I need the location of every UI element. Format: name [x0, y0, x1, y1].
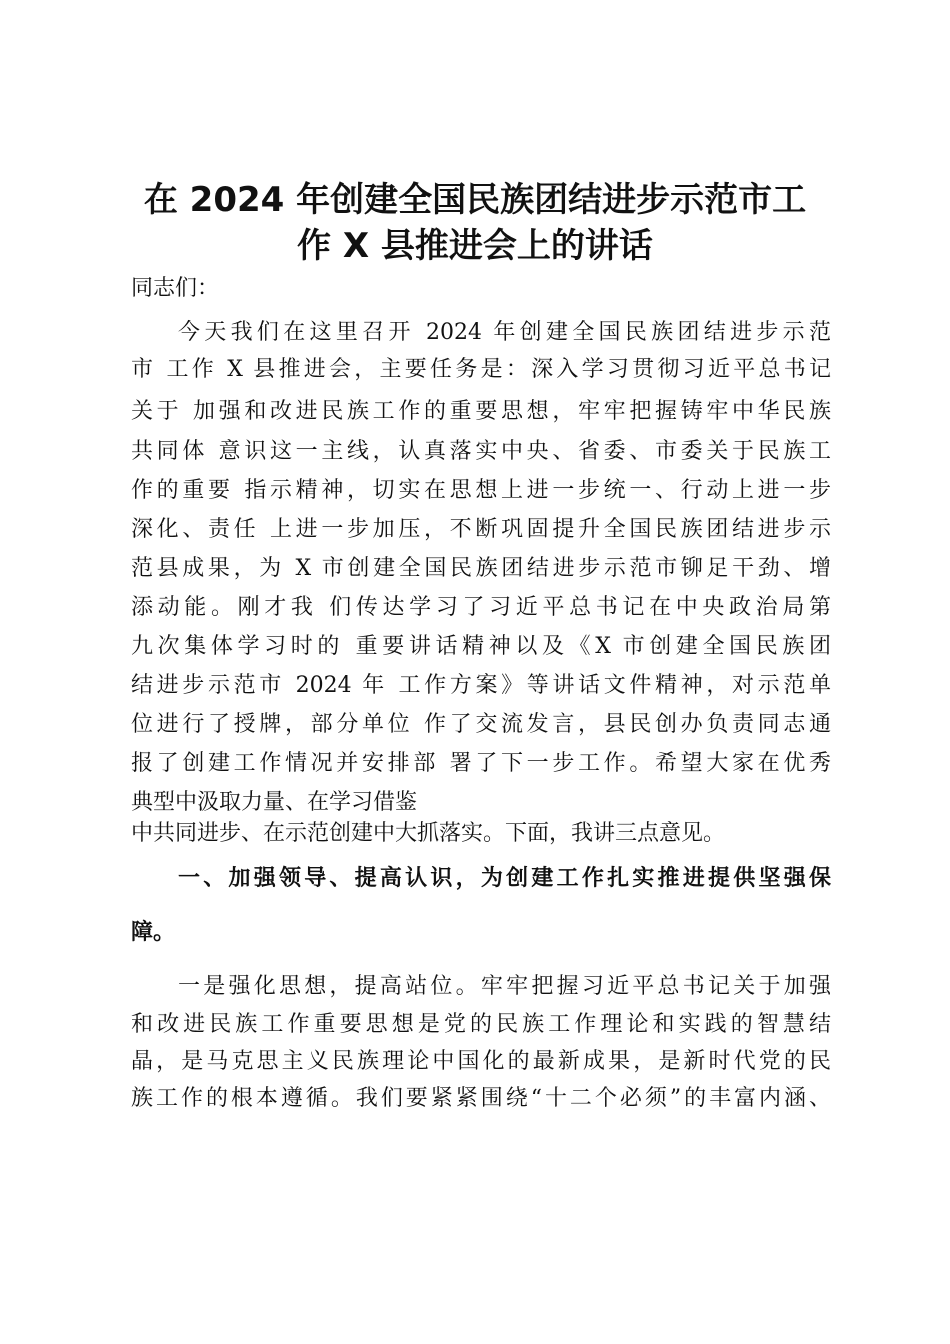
section-heading-line: 一、加强领导、提高认识，为创建工作扎实推进提供坚强保 [178, 866, 831, 891]
paragraph-line: 今天我们在这里召开 2024 年创建全国民族团结进步示范 [178, 320, 831, 345]
paragraph-line: 添动能。刚才我 们传达学习了习近平总书记在中央政治局第 [131, 595, 831, 620]
paragraph-line: 和改进民族工作重要思想是党的民族工作理论和实践的智慧结 [131, 1012, 831, 1037]
paragraph-line: 一是强化思想，提高站位。牢牢把握习近平总书记关于加强 [178, 974, 831, 999]
paragraph-line: 共同体 意识这一主线，认真落实中央、省委、市委关于民族工 [131, 439, 831, 464]
paragraph-line: 位进行了授牌，部分单位 作了交流发言，县民创办负责同志通 [131, 712, 831, 737]
paragraph-line: 作的重要 指示精神，切实在思想上进一步统一、行动上进一步 [131, 478, 831, 503]
paragraph-line: 深化、责任 上进一步加压，不断巩固提升全国民族团结进步示 [131, 517, 831, 542]
salutation: 同志们： [131, 276, 220, 301]
paragraph-line: 报了创建工作情况并安排部 署了下一步工作。希望大家在优秀 [131, 751, 831, 776]
document-title-line-1: 在 2024 年创建全国民族团结进步示范市工 [143, 180, 807, 220]
paragraph-line: 关于 加强和改进民族工作的重要思想，牢牢把握铸牢中华民族 [131, 399, 831, 424]
paragraph-line: 晶，是马克思主义民族理论中国化的最新成果，是新时代党的民 [131, 1049, 831, 1074]
paragraph-line: 中共同进步、在示范创建中大抓落实。下面，我讲三点意见。 [131, 821, 726, 846]
paragraph-line: 典型中汲取力量、在学习借鉴 [131, 790, 418, 815]
paragraph-line: 族工作的根本遵循。我们要紧紧围绕“十二个必须”的丰富内涵、 [131, 1086, 831, 1111]
document-title-line-2: 作 X 县推进会上的讲话 [297, 226, 653, 266]
paragraph-line: 九次集体学习时的 重要讲话精神以及《X 市创建全国民族团 [131, 634, 831, 659]
paragraph-line: 结进步示范市 2024 年 工作方案》等讲话文件精神，对示范单 [131, 673, 831, 698]
paragraph-line: 市 工作 X 县推进会，主要任务是：深入学习贯彻习近平总书记 [131, 357, 831, 382]
paragraph-line: 范县成果，为 X 市创建全国民族团结进步示范市铆足干劲、增 [131, 556, 831, 581]
section-heading-line: 障。 [131, 920, 176, 945]
